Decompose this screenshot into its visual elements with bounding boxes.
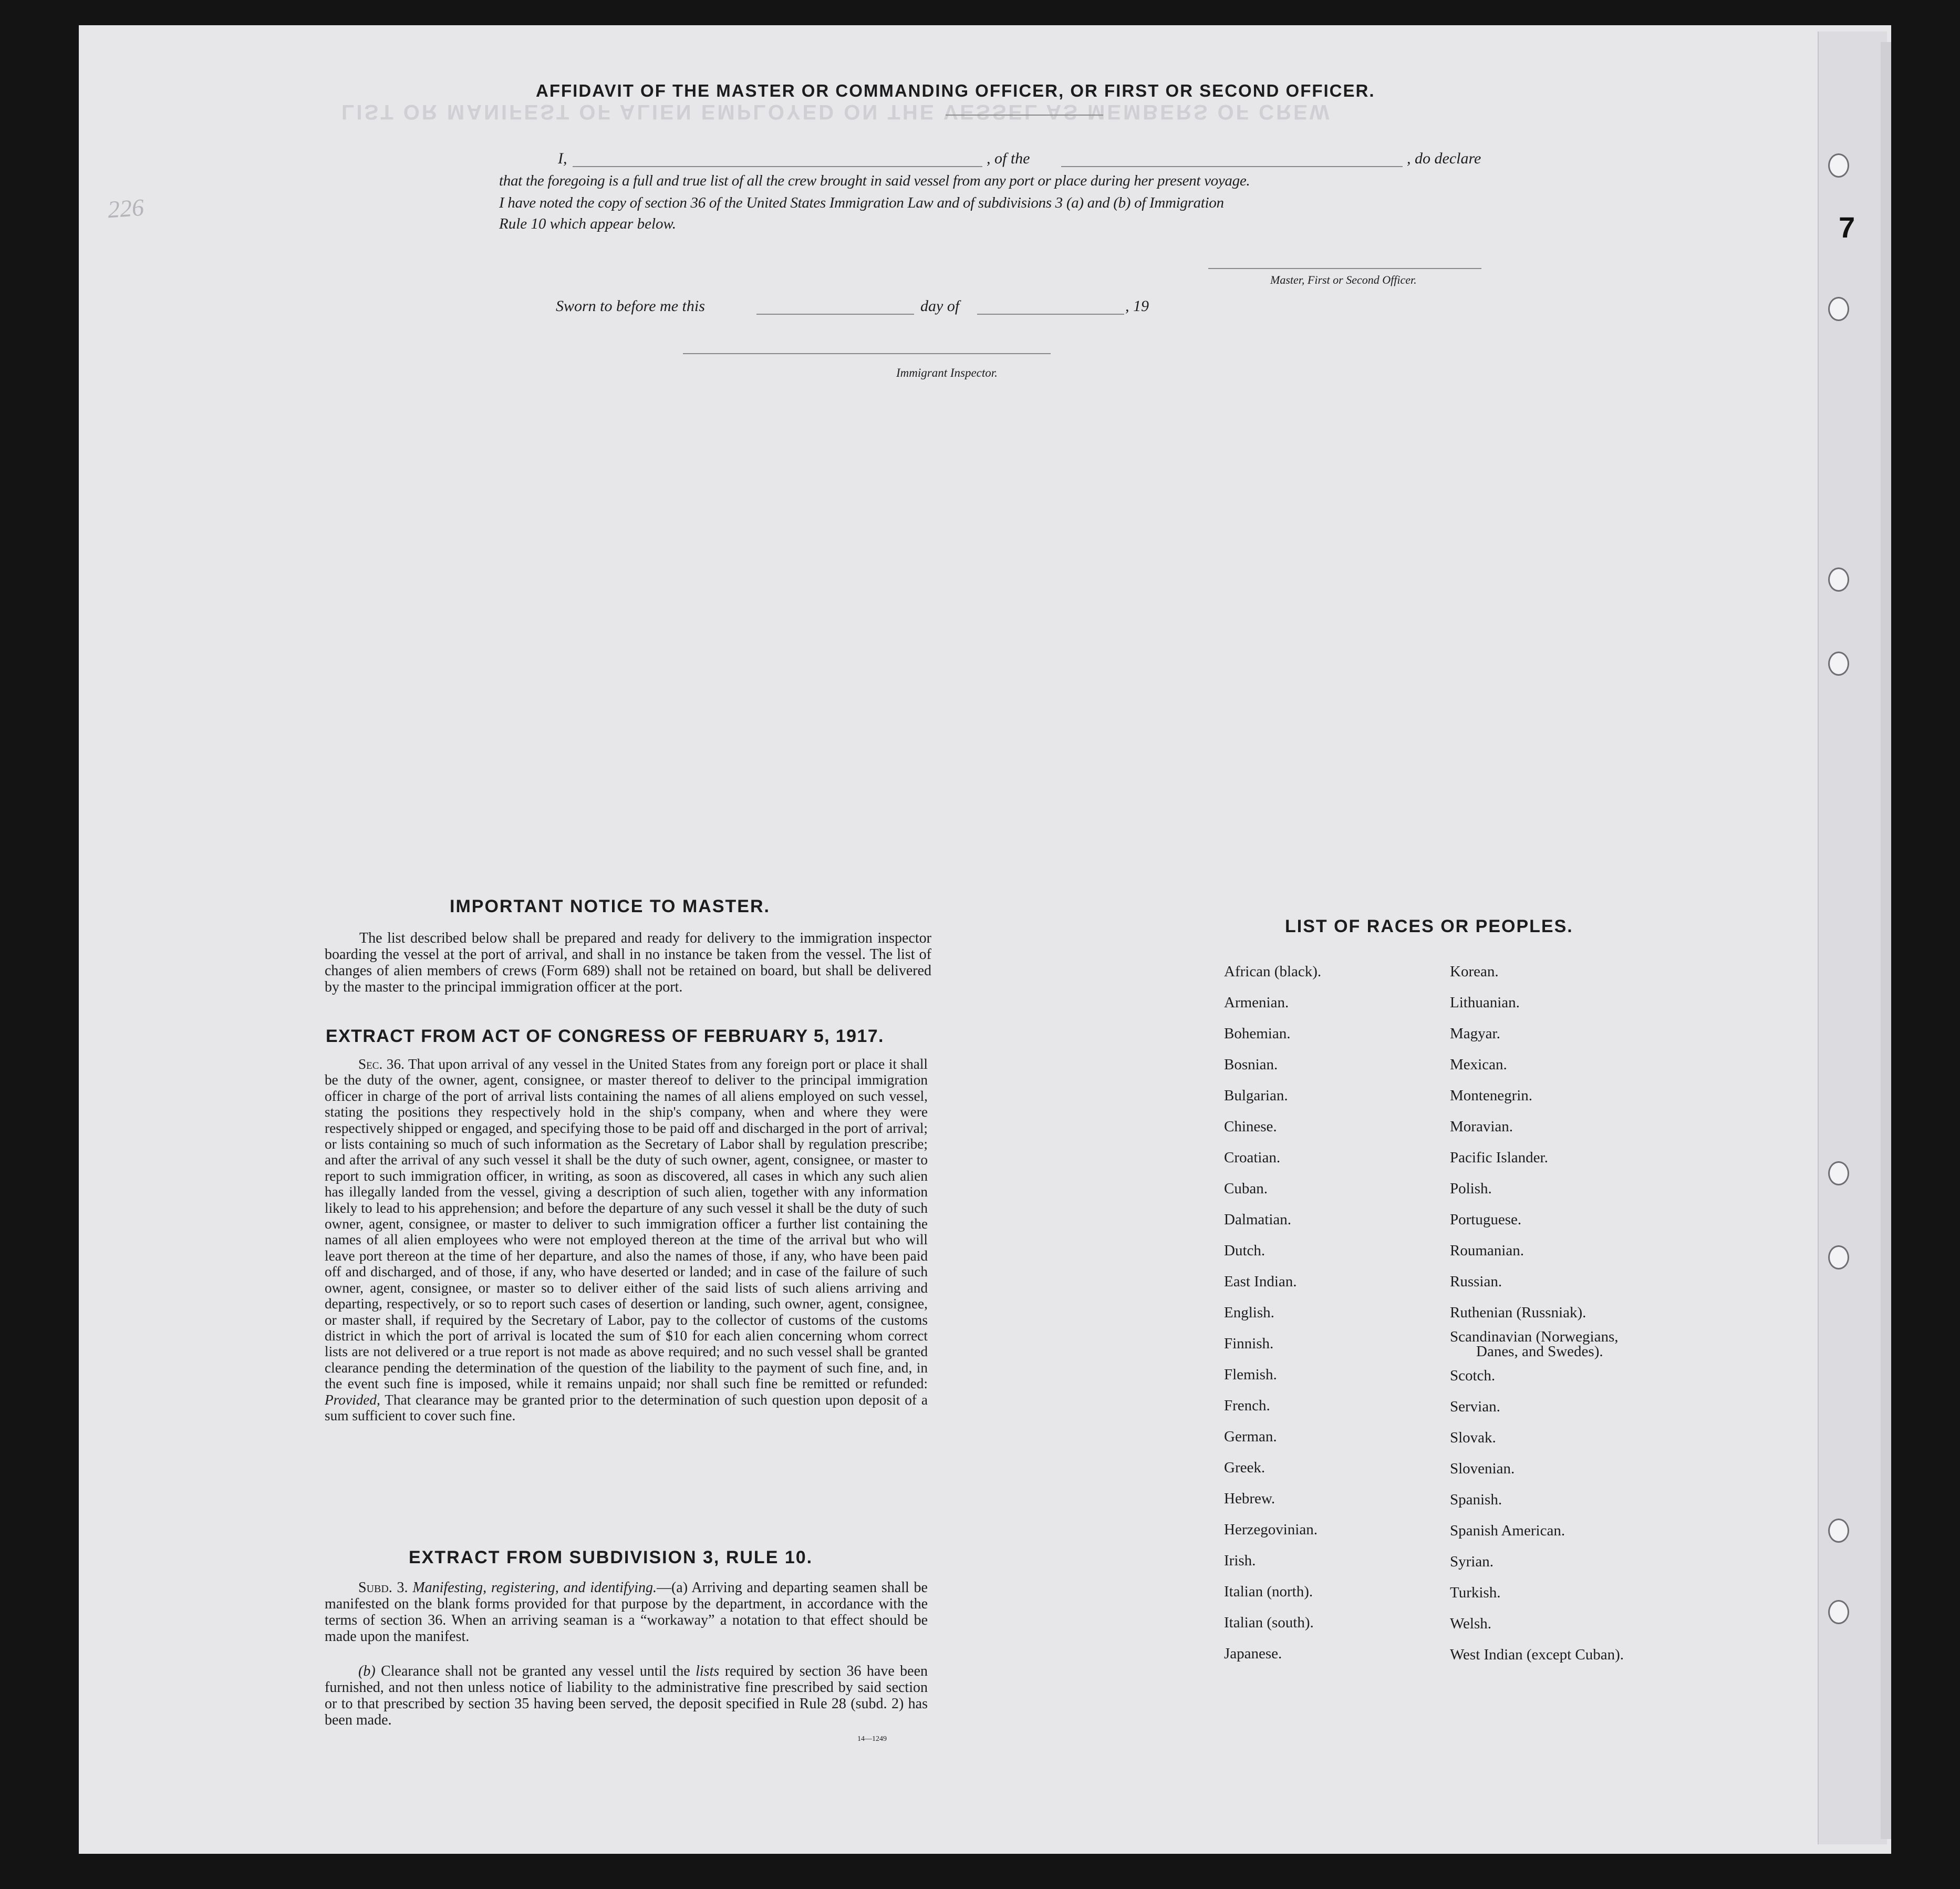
vessel-name-field[interactable]: [1061, 166, 1403, 167]
races-title: LIST OF RACES OR PEOPLES.: [1285, 916, 1573, 936]
sworn-prefix: Sworn to before me this: [556, 297, 705, 315]
rule-extract-title: EXTRACT FROM SUBDIVISION 3, RULE 10.: [409, 1547, 813, 1567]
binder-hole: [1828, 297, 1849, 321]
race-item: Roumanian.: [1450, 1242, 1524, 1259]
notice-text: The list described below shall be prepared and ready for delivery to the immigration inspector boarding the vessel at the port of arrival, and shall in no instance be taken from the vessel. The list of changes of alien members of crews (Form 689) shall not be retained on board, but shall be delivered by the master to the principal immigration officer at the port.: [325, 930, 931, 995]
race-item: Ruthenian (Russniak).: [1450, 1304, 1586, 1321]
declaration-do-declare: , do declare: [1407, 150, 1481, 167]
page-number: 7: [1839, 211, 1855, 244]
race-item: Cuban.: [1224, 1180, 1268, 1197]
race-item: East Indian.: [1224, 1273, 1297, 1290]
race-item: Turkish.: [1450, 1584, 1501, 1601]
race-item: Greek.: [1224, 1459, 1266, 1476]
race-item: Korean.: [1450, 963, 1499, 980]
race-item-scandinavian: Scandinavian (Norwegians,: [1450, 1328, 1619, 1345]
race-item: Scotch.: [1450, 1367, 1496, 1384]
para-b-start: Clearance shall not be granted any vessel until the: [381, 1663, 690, 1679]
declaration-line-2: that the foregoing is a full and true list of all the crew brought in said vessel from any port or place during her present voyage.: [499, 172, 1250, 189]
affidavit-title-rule: [946, 115, 1103, 116]
subd-label: Subd. 3.: [358, 1580, 408, 1596]
declarant-name-field[interactable]: [573, 166, 982, 167]
races-right-column: [1450, 956, 1624, 1670]
race-item: Hebrew.: [1224, 1490, 1275, 1507]
declaration-line-4: Rule 10 which appear below.: [499, 215, 676, 232]
race-item: Croatian.: [1224, 1149, 1281, 1166]
provided-word: Provided,: [325, 1391, 380, 1408]
race-item: Servian.: [1450, 1398, 1500, 1415]
race-item: West Indian (except Cuban).: [1450, 1646, 1624, 1663]
act-extract-title: EXTRACT FROM ACT OF CONGRESS OF FEBRUARY 5, 1917.: [326, 1026, 884, 1046]
race-item: [1450, 1328, 1624, 1360]
race-item: Spanish American.: [1450, 1522, 1565, 1539]
race-item: Mexican.: [1450, 1056, 1507, 1073]
race-item: Syrian.: [1450, 1553, 1494, 1570]
sworn-year: , 19: [1125, 297, 1149, 315]
master-signature-field[interactable]: [1208, 268, 1481, 269]
section-36-body: That upon arrival of any vessel in the United States from any foreign port or place it shall be the duty of the owner, agent, consignee, or master thereof to deliver to the principal immigration officer in charge of the port of arrival lists containing the names of all aliens employed on such vessel, stating the positions they respectively hold in the ship's company, when and where they were respectively shipped or engaged, and specifying those to be paid off and discharged in the port of arrival; or lists containing so much of such information as the Secretary of Labor shall by regulation prescribe; and after the arrival of any such vessel it shall be the duty of such owner, agent, consignee, or master to report to such immigration officer, in writing, as soon as discovered, all cases in which any such alien has illegally landed from the vessel, giving a description of such alien, together with any information likely to lead to his apprehension; and before the departure of any such vessel it shall be the duty of such owner, agent, consignee, or master to deliver to such immigration officer a further list containing the names of all alien employees who were not employed thereon at the time of the arrival but who will leave port thereon at the time of her departure, and also the names of those, if any, who have been paid off and discharged, and of those, if any, who have deserted or landed; and in case of the failure of such owner, agent, consignee, or master so to deliver either of the said lists of such aliens arriving and departing, respectively, or so to report such cases of desertion or landing, such owner, agent, consignee, or master shall, if required by the Secretary of Labor, pay to the collector of customs of the customs district in which the port of arrival is located the sum of $10 for each alien concerning whom correct lists are not delivered or a true report is not made as above required; and no such vessel shall be granted clearance pending the determination of the question of the liability to the payment of such fine, and, in the event such fine is imposed, while it remains unpaid; nor shall such fine be remitted or refunded:: [325, 1056, 928, 1392]
affidavit-title: AFFIDAVIT OF THE MASTER OR COMMANDING OFFICER, OR FIRST OR SECOND OFFICER.: [536, 81, 1375, 100]
race-item: Dutch.: [1224, 1242, 1266, 1259]
inspector-signature-field[interactable]: [683, 353, 1051, 354]
race-item: Bulgarian.: [1224, 1087, 1288, 1104]
sworn-day-of: day of: [920, 297, 960, 315]
race-item: Spanish.: [1450, 1491, 1502, 1508]
para-b-lists: lists: [696, 1663, 720, 1679]
race-item-scandinavian-cont: Danes, and Swedes).: [1476, 1343, 1603, 1360]
race-item: German.: [1224, 1428, 1277, 1445]
race-item: Polish.: [1450, 1180, 1492, 1197]
declaration-of-the: , of the: [987, 150, 1030, 167]
race-item: Italian (south).: [1224, 1614, 1314, 1631]
sworn-month-field[interactable]: [977, 314, 1124, 315]
race-item: Moravian.: [1450, 1118, 1513, 1135]
section-36-label: Sec. 36.: [358, 1056, 405, 1072]
binder-hole: [1828, 1600, 1849, 1624]
race-item: Montenegrin.: [1450, 1087, 1533, 1104]
binder-hole: [1828, 1161, 1849, 1185]
race-item: Portuguese.: [1450, 1211, 1522, 1228]
race-item: Finnish.: [1224, 1335, 1274, 1352]
race-item: Bohemian.: [1224, 1025, 1291, 1042]
race-item: Herzegovinian.: [1224, 1521, 1318, 1538]
handwritten-margin-note: 226: [107, 193, 145, 223]
race-item: Bosnian.: [1224, 1056, 1278, 1073]
race-item: Lithuanian.: [1450, 994, 1520, 1011]
race-item: Pacific Islander.: [1450, 1149, 1548, 1166]
para-a-label: —(a): [656, 1580, 688, 1596]
race-item: Chinese.: [1224, 1118, 1277, 1135]
para-b-label: (b): [358, 1663, 376, 1679]
race-item: Japanese.: [1224, 1645, 1282, 1662]
bleed-through-text: LIST OR MANIFEST OF ALIEN EMPLOYED ON THE VESSEL AS MEMBERS OF CREW: [341, 100, 1332, 123]
declaration-i: I,: [558, 150, 567, 167]
rule-para-b: [325, 1663, 928, 1728]
binder-hole: [1828, 1519, 1849, 1543]
race-item: Armenian.: [1224, 994, 1289, 1011]
sworn-day-field[interactable]: [756, 314, 914, 315]
master-signature-label: Master, First or Second Officer.: [1270, 273, 1417, 286]
binder-hole: [1828, 153, 1849, 178]
race-item: Irish.: [1224, 1552, 1256, 1569]
form-number: 14—1249: [857, 1735, 887, 1743]
race-item: Flemish.: [1224, 1366, 1277, 1383]
race-item: Russian.: [1450, 1273, 1502, 1290]
notice-title: IMPORTANT NOTICE TO MASTER.: [450, 896, 770, 916]
race-item: Dalmatian.: [1224, 1211, 1292, 1228]
underlying-sheet-edge-shadow: [1881, 42, 1891, 1839]
race-item: Slovak.: [1450, 1429, 1496, 1446]
underlying-sheet-edge: [1818, 32, 1887, 1844]
section-36-body-end: That clearance may be granted prior to the determination of such question upon deposit of a sum sufficient to cover such fine.: [325, 1391, 928, 1423]
inspector-label: Immigrant Inspector.: [896, 366, 998, 379]
binder-hole: [1828, 567, 1849, 592]
race-item: Welsh.: [1450, 1615, 1492, 1632]
race-item: Italian (north).: [1224, 1583, 1313, 1600]
race-item: African (black).: [1224, 963, 1322, 980]
para-b-rest: required by section 36 have been furnished, and not then unless notice of liability to the administrative fine prescribed by said section or to that prescribed by section 35 having been served, the deposit specified in Rule 28 (subd. 2) has been made.: [325, 1663, 928, 1728]
race-item: Slovenian.: [1450, 1460, 1515, 1477]
act-extract-text: [325, 1056, 928, 1423]
race-item: Magyar.: [1450, 1025, 1500, 1042]
race-item: English.: [1224, 1304, 1274, 1321]
binder-hole: [1828, 652, 1849, 676]
race-item: French.: [1224, 1397, 1270, 1414]
subd-heading: Manifesting, registering, and identifying.: [412, 1580, 657, 1596]
rule-para-a: [325, 1580, 928, 1645]
binder-hole: [1828, 1245, 1849, 1269]
races-left-column: [1224, 956, 1321, 1669]
para-a-text: Arriving and departing seamen shall be manifested on the blank forms provided for that purpose by the department, in accordance with the terms of section 36. When an arriving seaman is a “workaway” a notation to that effect should be made upon the manifest.: [325, 1580, 928, 1645]
declaration-line-3: I have noted the copy of section 36 of the United States Immigration Law and of subdivisions 3 (a) and (b) of Immigration: [499, 194, 1224, 211]
